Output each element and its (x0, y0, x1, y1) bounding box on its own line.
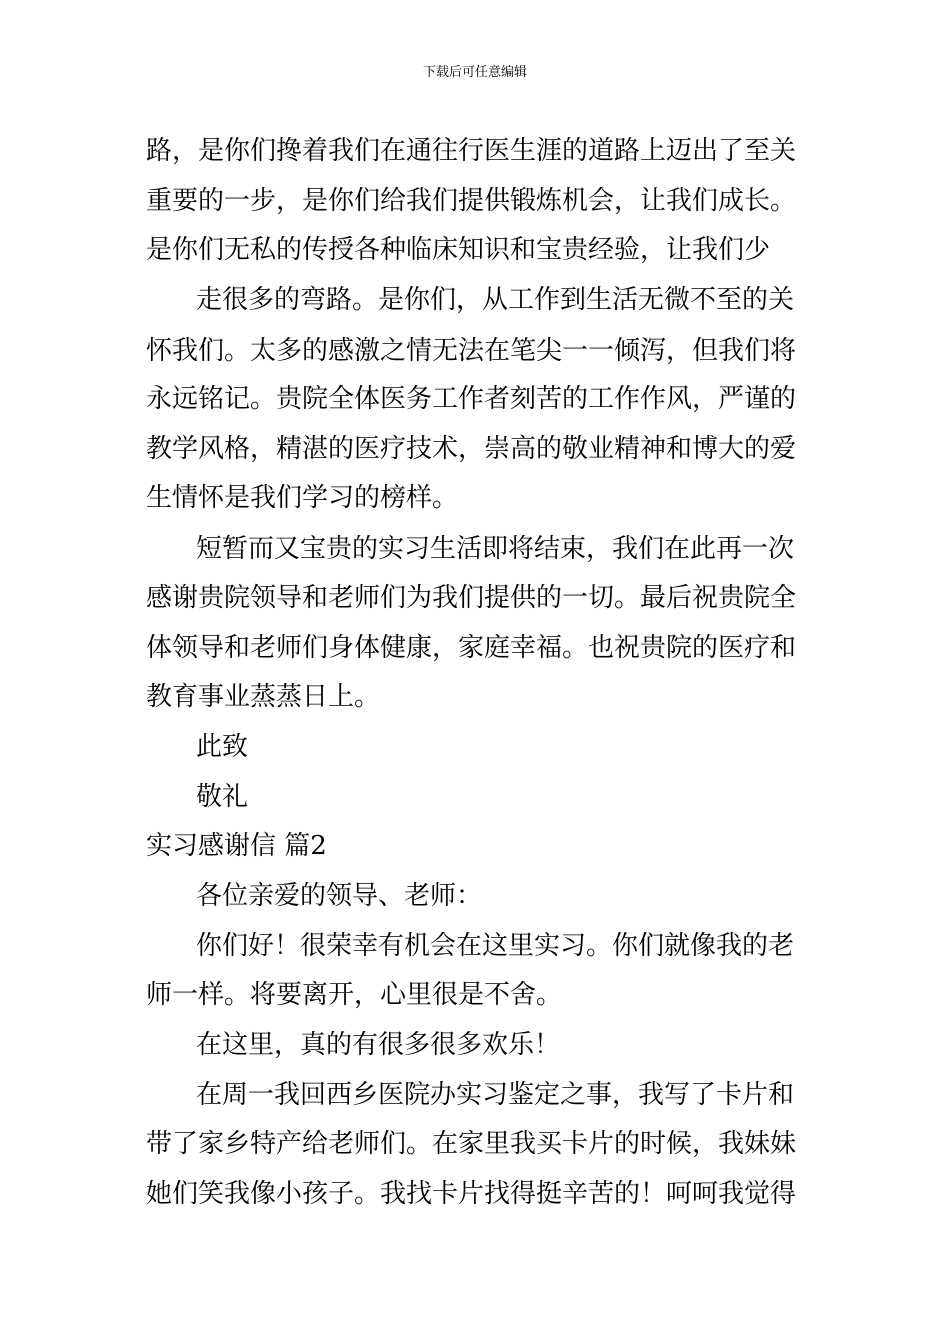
text-line: 短暂而又宝贵的实习生活即将结束，我们在此再一次 (196, 534, 795, 564)
salutation: 各位亲爱的领导、老师： (196, 881, 483, 911)
text-line: 路，是你们搀着我们在通往行医生涯的道路上迈出了至关 (146, 136, 797, 166)
closing-line: 此致 (196, 732, 249, 762)
text-line: 体领导和老师们身体健康，家庭幸福。也祝贵院的医疗和 (146, 633, 797, 663)
text-line: 永远铭记。贵院全体医务工作者刻苦的工作作风，严谨的 (146, 384, 797, 414)
text-line: 感谢贵院领导和老师们为我们提供的一切。最后祝贵院全 (146, 583, 797, 613)
page-header: 下载后可任意编辑 (422, 65, 527, 80)
text-line: 教学风格，精湛的医疗技术，崇高的敬业精神和博大的爱 (146, 434, 797, 464)
text-line: 走很多的弯路。是你们，从工作到生活无微不至的关 (196, 285, 795, 315)
text-line: 在周一我回西乡医院办实习鉴定之事，我写了卡片和 (196, 1080, 795, 1110)
text-line: 在这里，真的有很多很多欢乐！ (196, 1030, 561, 1060)
section-title: 实习感谢信 篇2 (146, 831, 327, 861)
text-line: 重要的一步，是你们给我们提供锻炼机会，让我们成长。 (146, 186, 797, 216)
text-line: 怀我们。太多的感激之情无法在笔尖一一倾泻，但我们将 (146, 336, 797, 366)
text-line: 你们好！很荣幸有机会在这里实习。你们就像我的老 (196, 931, 795, 961)
text-line: 她们笑我像小孩子。我找卡片找得挺辛苦的！呵呵我觉得 (146, 1179, 797, 1209)
text-line: 教育事业蒸蒸日上。 (146, 682, 381, 712)
text-line: 是你们无私的传授各种临床知识和宝贵经验，让我们少 (146, 235, 771, 265)
text-line: 生情怀是我们学习的榜样。 (146, 483, 459, 513)
text-line: 师一样。将要离开，心里很是不舍。 (146, 980, 563, 1010)
closing-line: 敬礼 (196, 782, 249, 812)
text-line: 带了家乡特产给老师们。在家里我买卡片的时候，我妹妹 (146, 1129, 797, 1159)
